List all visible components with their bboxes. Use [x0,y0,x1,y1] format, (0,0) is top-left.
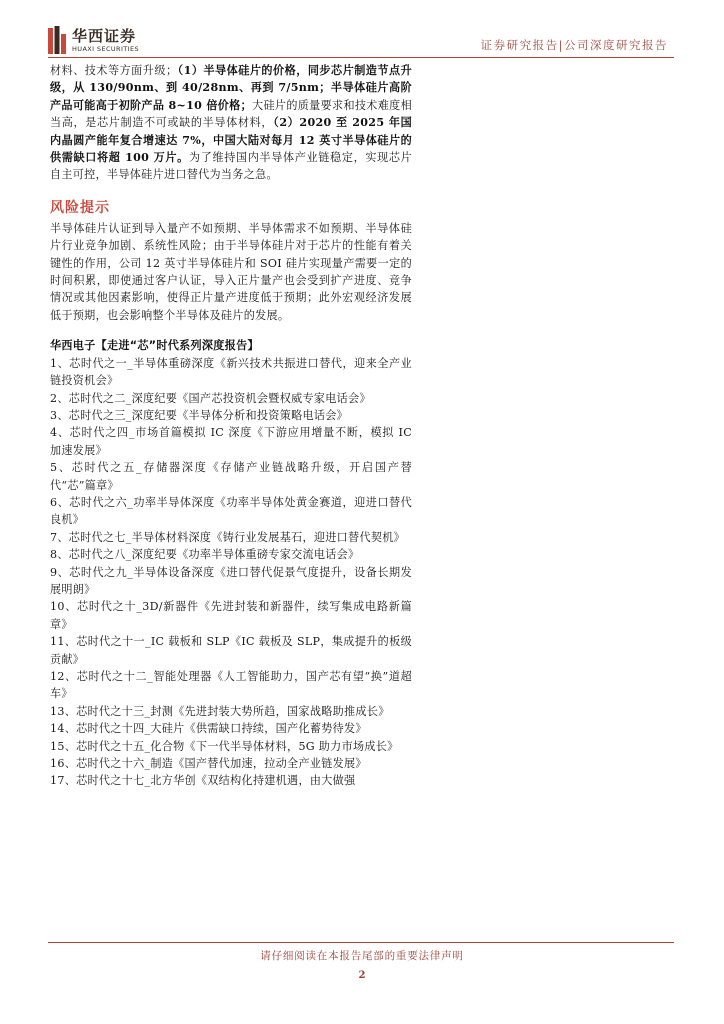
list-item: 11、芯时代之十一_IC 载板和 SLP《IC 载板及 SLP，集成提升的板级贡献》 [50,635,412,666]
list-item: 6、芯时代之六_功率半导体深度《功率半导体处黄金赛道，迎进口替代良机》 [50,495,412,527]
risk-section-title: 风险提示 [50,199,110,216]
list-item: 4、芯时代之四_市场首篇模拟 IC 深度《下游应用增量不断，模拟 IC 加速发展》 [50,426,412,457]
series-report-list [50,355,412,790]
page-header [0,0,724,62]
list-item: 12、芯时代之十二_智能处理器《人工智能助力，国产芯有望“换”道超车》 [50,670,412,701]
footer-divider [48,942,674,943]
list-item: 15、芯时代之十五_化合物《下一代半导体材料，5G 助力市场成长》 [50,739,399,753]
list-item: 10、芯时代之十_3D/新器件《先进封装和新器件，续写集成电路新篇章》 [50,600,412,631]
list-item: 3、芯时代之三_深度纪要《半导体分析和投资策略电话会》 [50,408,349,422]
page-number: 2 [358,970,366,981]
report-type-label: 证券研究报告|公司深度研究报告 [480,38,668,52]
header-divider [48,57,674,58]
risk-paragraph: 半导体硅片认证到导入量产不如预期、半导体需求不如预期、半导体硅片行业竞争加剧、系统性风险；由于半导体硅片对于芯片的性能有着关键性的作用，公司 12 英寸半导体硅片和 SOI 硅片实现量产需要一定的时间积累，即使通过客户认证，导入正片量产也会受到扩产进度、竞争情况或其他因素影响，使得正片量产进度低于预期；此外宏观经济发展低于预期，也会影响整个半导体及硅片的发展。 [50,221,412,322]
list-item: 9、芯时代之九_半导体设备深度《进口替代促景气度提升，设备长期发展明朗》 [50,565,412,596]
intro-text-3: 为了维持国内半导体产业链稳定，实现芯片自主可控，半导体硅片进口替代为当务之急。 [50,151,413,182]
intro-paragraph [50,62,412,184]
intro-text-2: 大硅片的质量要求和技术难度相当高，是芯片制造不可或缺的半导体材料， [50,98,412,130]
list-item: 17、芯时代之十七_北方华创《双结构化持建机遇，由大做强 [50,774,356,788]
intro-bold-1: （1）半导体硅片的价格，同步芯片制造节点升级，从 130/90nm、到 40/28nm、再到 7/5nm；半导体硅片高阶产品可能高于初阶产品 8~10 倍价格； [50,64,412,112]
list-item: 16、芯时代之十六_制造《国产替代加速，拉动全产业链发展》 [50,757,367,771]
legal-disclaimer: 请仔细阅读在本报告尾部的重要法律声明 [260,950,464,962]
series-title: 华西电子【走进“芯”时代系列深度报告】 [50,339,259,353]
list-item: 13、芯时代之十三_封测《先进封装大势所趋，国家战略助推成长》 [50,704,390,718]
list-item: 1、芯时代之一_半导体重磅深度《新兴技术共振进口替代，迎来全产业链投资机会》 [50,356,412,388]
huaxi-logo-icon [48,26,66,54]
list-item: 14、芯时代之十四_大硅片《供需缺口持续，国产化蓄势待发》 [50,722,367,736]
logo-english-name: HUAXI SECURITIES [72,45,140,53]
brand-logo [48,26,158,56]
list-item: 2、芯时代之二_深度纪要《国产芯投资机会暨权威专家电话会》 [50,391,371,405]
main-content [50,62,412,790]
list-item: 7、芯时代之七_半导体材料深度《铸行业发展基石，迎进口替代契机》 [50,530,406,544]
list-item: 5、芯时代之五_存储器深度《存储产业链战略升级，开启国产替代“芯”篇章》 [50,461,412,492]
list-item: 8、芯时代之八_深度纪要《功率半导体重磅专家交流电话会》 [50,548,360,562]
logo-chinese-name: 华西证券 [72,27,137,45]
intro-text-1: 材料、技术等方面升级； [50,64,178,77]
intro-bold-2: （2）2020 至 2025 年国内晶圆产能年复合增速达 7%，中国大陆对每月 12 英寸半导体硅片的供需缺口将超 100 万片。 [50,116,412,165]
